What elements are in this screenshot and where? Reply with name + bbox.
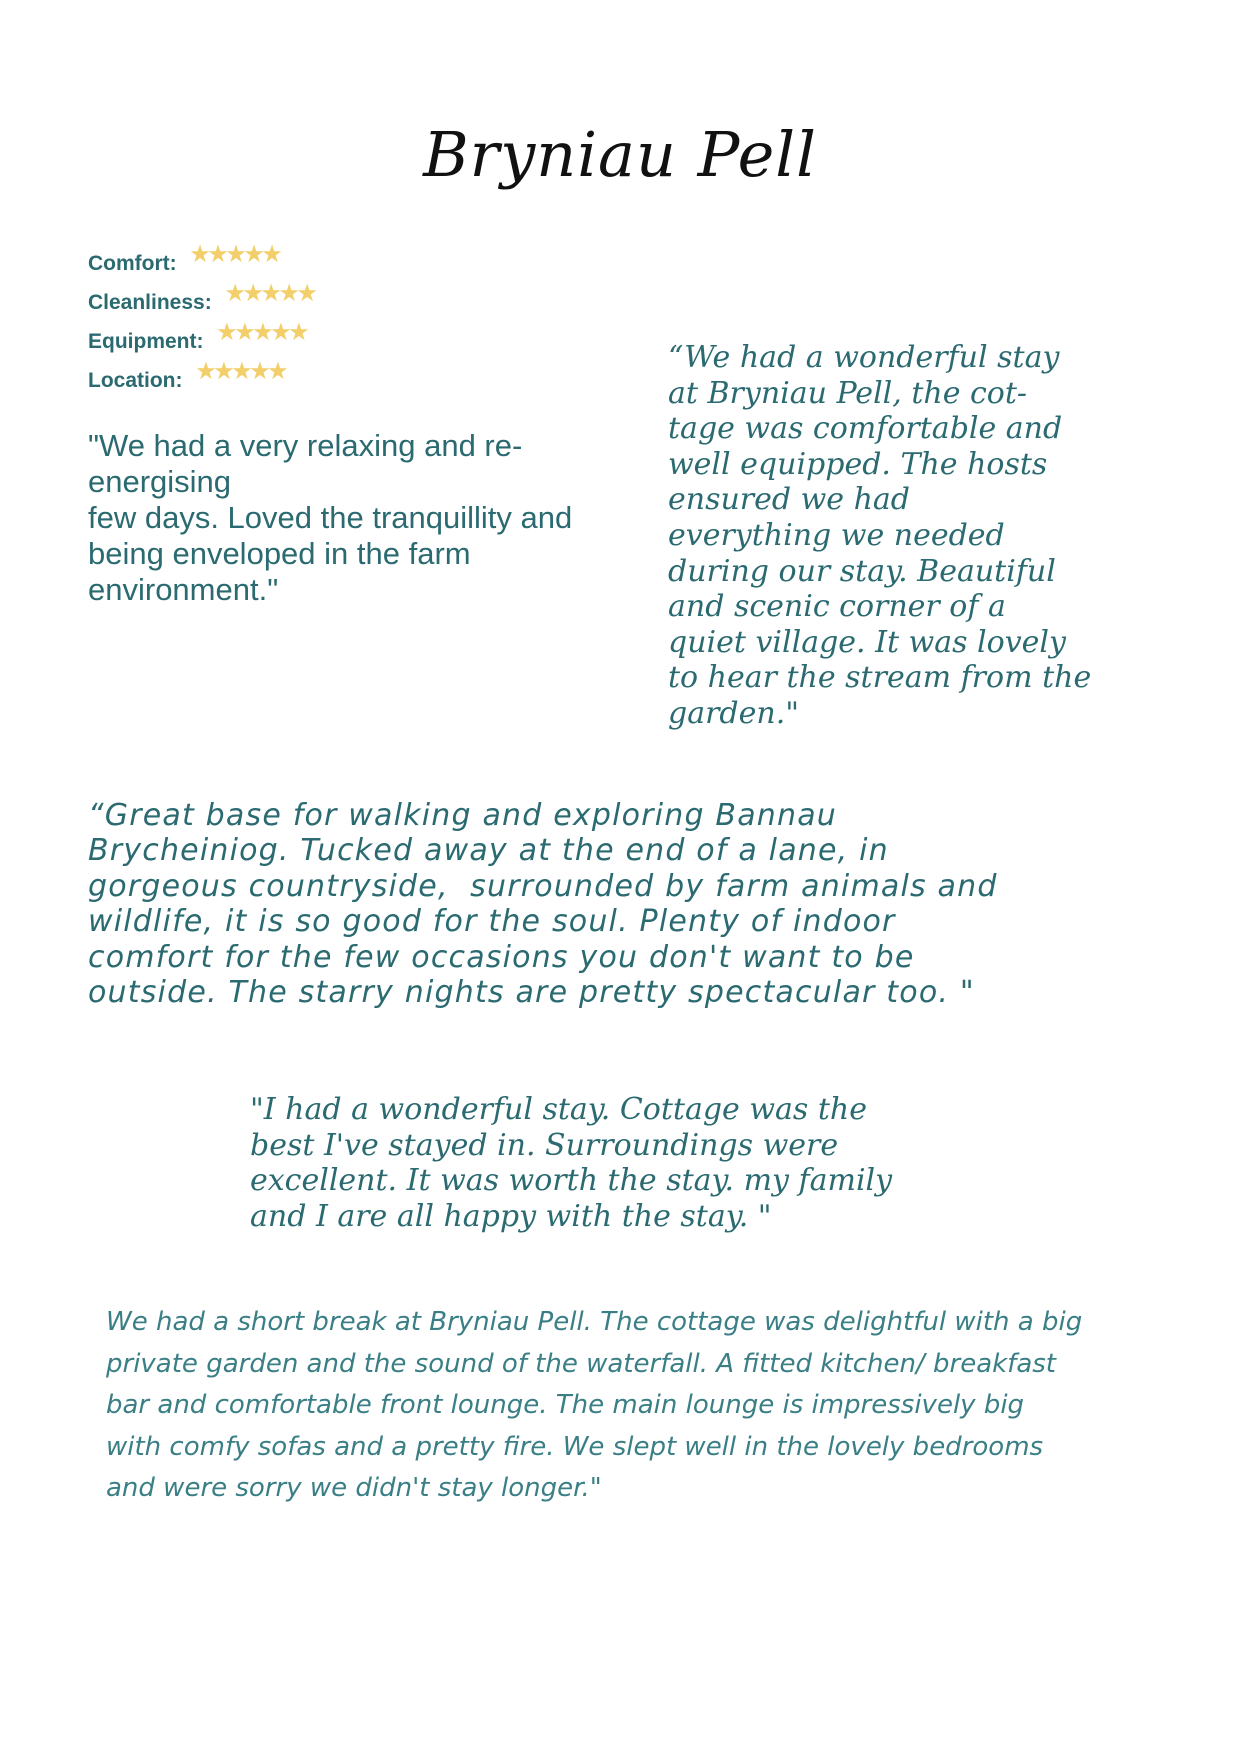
star-rating — [218, 322, 308, 343]
star-icon: ★ — [190, 243, 210, 266]
star-icon: ★ — [196, 360, 216, 383]
star-icon: ★ — [232, 360, 252, 383]
review-quote: “We had a wonderful stay at Bryniau Pell, the cot- tage was comfortable and well equipped. The hosts ensured we had everything we needed during our stay. Beautiful and scenic corner of a quiet village. It was lovely to hear the stream from the garden." — [668, 340, 1092, 731]
rating-row-comfort — [88, 243, 508, 285]
rating-label: Equipment: — [88, 330, 204, 353]
review-quote: "We had a very relaxing and re- energising few days. Loved the tranquillity and being enveloped in the farm environment." — [88, 428, 573, 607]
star-icon: ★ — [268, 360, 288, 383]
star-icon: ★ — [262, 243, 282, 266]
star-icon: ★ — [250, 360, 270, 383]
rating-row-equipment — [88, 321, 508, 363]
star-icon: ★ — [289, 321, 309, 344]
star-icon: ★ — [244, 243, 264, 266]
star-icon: ★ — [243, 282, 263, 305]
rating-row-cleanliness — [88, 282, 508, 324]
review-quote: We had a short break at Bryniau Pell. The cottage was delightful with a big private garden and the sound of the waterfall. A fitted kitchen/ breakfast bar and comfortable front lounge. The main lounge is impressively big with comfy sofas and a pretty fire. We slept well in the lovely bedrooms and were sorry we didn't stay longer." — [106, 1307, 1083, 1503]
rating-label: Comfort: — [88, 252, 177, 275]
star-icon: ★ — [225, 282, 245, 305]
star-icon: ★ — [279, 282, 299, 305]
star-icon: ★ — [217, 321, 237, 344]
page-title: Bryniau Pell — [423, 118, 817, 191]
star-icon: ★ — [208, 243, 228, 266]
star-icon: ★ — [214, 360, 234, 383]
star-rating — [226, 283, 316, 304]
star-icon: ★ — [226, 243, 246, 266]
review-quote: "I had a wonderful stay. Cottage was the best I've stayed in. Surroundings were excellent. It was worth the stay. my family and I are all happy with the stay. " — [250, 1092, 893, 1234]
ratings-list — [88, 243, 508, 402]
star-icon: ★ — [235, 321, 255, 344]
rating-label: Location: — [88, 369, 183, 392]
star-icon: ★ — [271, 321, 291, 344]
star-icon: ★ — [253, 321, 273, 344]
review-quote: “Great base for walking and exploring Bannau Brycheiniog. Tucked away at the end of a lane, in gorgeous countryside, surrounded by farm animals and wildlife, it is so good for the soul. Plenty of indoor comfort for the few occasions you don't want to be outside. The starry nights are pretty spectacular too. " — [88, 798, 998, 1011]
star-icon: ★ — [261, 282, 281, 305]
star-rating — [191, 244, 281, 265]
rating-row-location — [88, 360, 508, 402]
star-icon: ★ — [297, 282, 317, 305]
rating-label: Cleanliness: — [88, 291, 212, 314]
star-rating — [197, 361, 287, 382]
